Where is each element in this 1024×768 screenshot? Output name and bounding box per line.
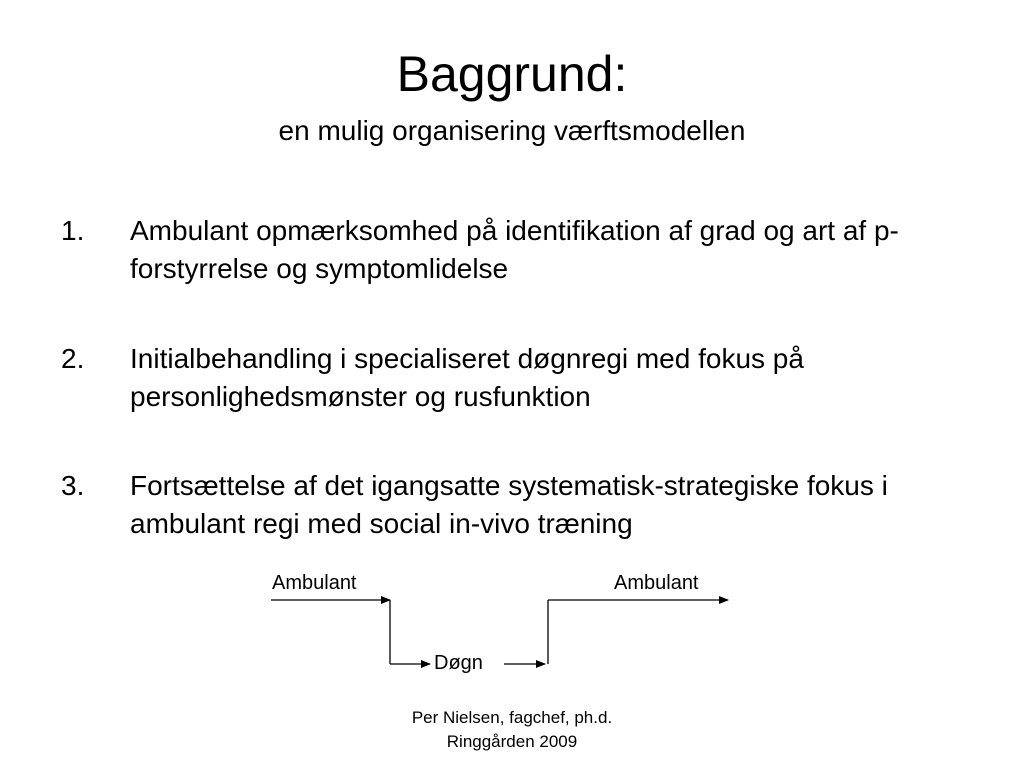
- slide-title: Baggrund:: [396, 46, 628, 102]
- diagram-label-ambulant-start: Ambulant: [272, 572, 357, 594]
- list-item-text: Initialbehandling i specialiseret døgnregi med fokus på personlighedsmønster og rusfunktion: [130, 343, 804, 412]
- diagram-label-dogn: Døgn: [434, 652, 483, 674]
- footer-author: Per Nielsen, fagchef, ph.d.: [411, 708, 613, 727]
- list-item-text: Fortsættelse af det igangsatte systematisk-strategiske fokus i ambulant regi med social in-vivo træning: [130, 470, 888, 539]
- diagram-label-ambulant-end: Ambulant: [614, 572, 699, 594]
- list-item-number: 3.: [61, 470, 85, 501]
- slide-subtitle: en mulig organisering værftsmodellen: [278, 115, 746, 146]
- list-item-number: 2.: [61, 343, 85, 374]
- footer-org-year: Ringgården 2009: [446, 732, 578, 751]
- list-item-number: 1.: [61, 215, 85, 246]
- list-item-text: Ambulant opmærksomhed på identifikation af grad og art af p-forstyrrelse og symptomlidelse: [130, 215, 899, 284]
